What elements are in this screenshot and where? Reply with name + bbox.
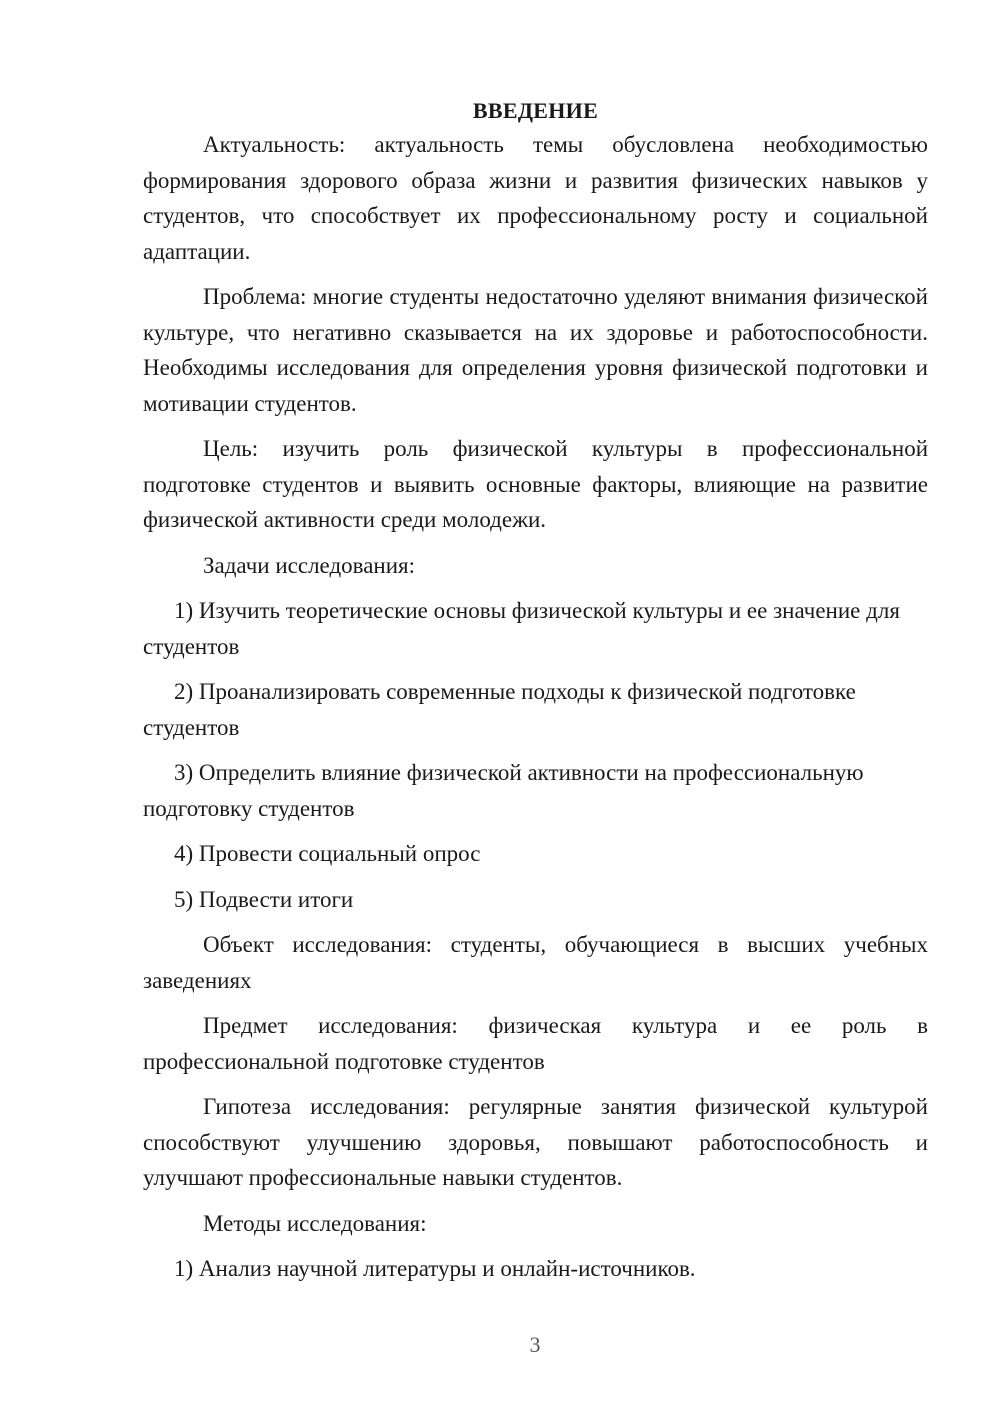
goal-paragraph: Цель: изучить роль физической культуры в профессиональной подготовке студентов и выявить основные факторы, влияющие на развитие физической активности среди молодежи. <box>143 436 928 532</box>
problem-paragraph: Проблема: многие студенты недостаточно уделяют внимания физической культуре, что негативно сказывается на их здоровье и работоспособности. Необходимы исследования для определения уровня физической подготовки и мотивации студентов. <box>143 284 928 416</box>
section-title: ВВЕДЕНИЕ <box>472 98 599 123</box>
relevance-paragraph: Актуальность: актуальность темы обусловлена необходимостью формирования здорового образа жизни и развития физических навыков у студентов, что способствует их профессиональному росту и социальной адаптации. <box>143 132 928 264</box>
subject-paragraph: Предмет исследования: физическая культура и ее роль в профессиональной подготовке студентов <box>143 1013 928 1074</box>
task-item: 1) Изучить теоретические основы физической культуры и ее значение для студентов <box>143 598 900 659</box>
task-item: 4) Провести социальный опрос <box>174 841 481 866</box>
page-content <box>143 94 928 1297</box>
task-item: 3) Определить влияние физической активности на профессиональную подготовку студентов <box>143 760 864 821</box>
task-item: 2) Проанализировать современные подходы к физической подготовке студентов <box>143 679 856 740</box>
hypothesis-paragraph: Гипотеза исследования: регулярные занятия физической культурой способствуют улучшению здоровья, повышают работоспособность и улучшают профессиональные навыки студентов. <box>143 1094 928 1190</box>
object-paragraph: Объект исследования: студенты, обучающиеся в высших учебных заведениях <box>143 932 928 993</box>
methods-heading: Методы исследования: <box>203 1210 427 1236</box>
task-item: 5) Подвести итоги <box>174 886 354 912</box>
page-number: 3 <box>529 1332 541 1357</box>
tasks-heading: Задачи исследования: <box>203 552 416 578</box>
method-item: 1) Анализ научной литературы и онлайн-источников. <box>174 1256 696 1281</box>
